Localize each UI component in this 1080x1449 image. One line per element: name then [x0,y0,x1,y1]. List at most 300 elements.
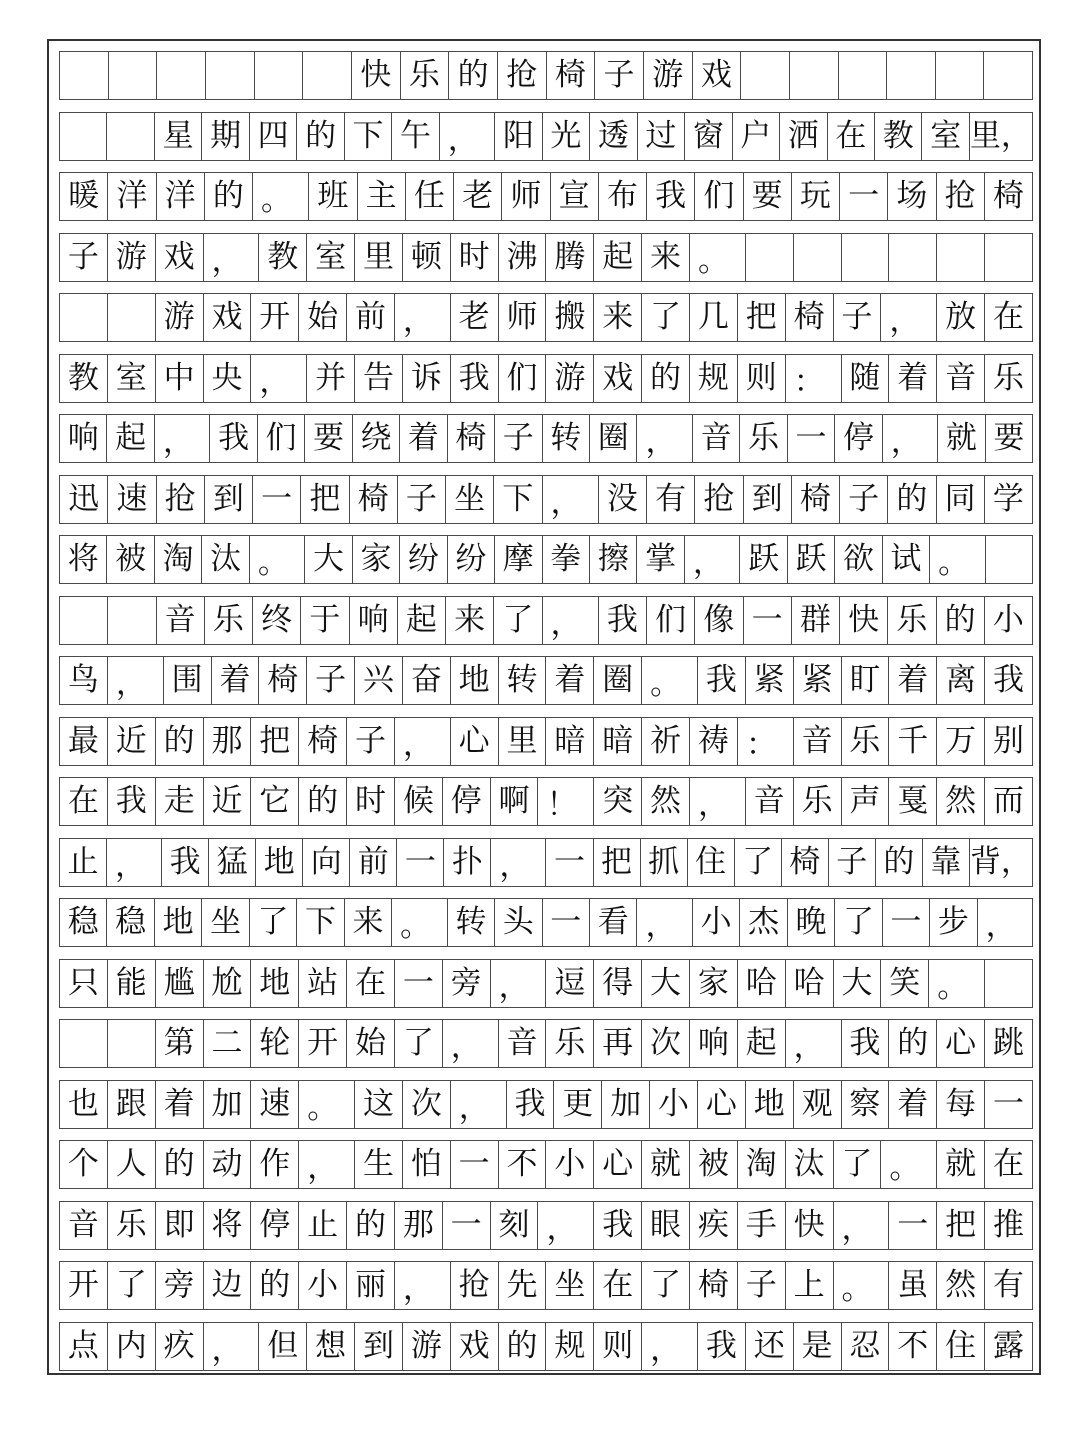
grid-cell: 的 [156,1141,204,1188]
grid-cell: 抢 [695,476,743,523]
grid-cell: 一 [744,597,792,644]
grid-cell: 纷 [400,536,447,583]
grid-cell: 就 [937,1141,985,1188]
grid-cell: 戏 [451,1323,499,1370]
grid-cell: 坐 [446,476,494,523]
grid-cell: ， [395,718,451,765]
grid-cell: 游 [156,294,204,341]
grid-cell: 中 [156,355,204,402]
grid-cell: 向 [303,839,350,886]
grid-row [59,596,1033,645]
grid-cell: 观 [794,1081,842,1128]
grid-cell: 子 [495,415,542,462]
grid-cell: 我 [210,415,257,462]
grid-cell: 放 [937,294,985,341]
grid-row [59,1080,1033,1129]
grid-cell: ， [690,778,746,825]
grid-cell: 杰 [740,899,787,946]
grid-cell: 的 [156,718,204,765]
grid-cell: 一 [788,415,835,462]
grid-cell: 心 [937,1020,985,1067]
grid-cell [936,52,985,99]
grid-cell: ， [251,355,307,402]
grid-cell: 乐 [794,778,842,825]
grid-cell: 大 [642,960,690,1007]
grid-cell: 盯 [842,657,890,704]
grid-cell: 一 [395,960,443,1007]
grid-cell: 任 [406,173,454,220]
grid-cell [985,960,1032,1007]
grid-cell: 内 [108,1323,156,1370]
grid-cell: 手 [738,1202,786,1249]
grid-cell: 乐 [888,597,936,644]
grid-cell: 纷 [448,536,495,583]
grid-cell: 暗 [594,718,642,765]
grid-cell: 在 [992,1146,1024,1182]
grid-cell: 把 [251,718,299,765]
grid-cell: 在 [992,299,1024,335]
grid-cell [60,294,108,341]
grid-cell: 淘 [155,536,202,583]
grid-cell: 随 [842,355,890,402]
grid-cell: ， [491,839,546,886]
grid-cell: 游 [546,355,594,402]
grid-cell: 怕 [403,1141,451,1188]
grid-cell: 拳 [543,536,590,583]
grid-cell: 子 [60,234,108,281]
grid-cell: 最 [60,718,108,765]
grid-cell: 我 [594,1202,642,1249]
grid-cell: 我 [451,355,499,402]
grid-cell: 教 [875,113,922,160]
grid-cell: 椅 [992,178,1024,214]
grid-cell [984,52,1032,99]
grid-cell: 里， [969,117,1032,154]
grid-cell: 戛 [889,778,937,825]
grid-cell: 近 [204,778,252,825]
grid-cell: 要 [993,420,1025,456]
grid-cell: 但 [259,1323,307,1370]
grid-cell: 同 [937,476,985,523]
grid-cell: 要 [744,173,792,220]
grid-cell: 规 [690,355,738,402]
grid-cell: 背， [969,843,1032,880]
grid-cell: 椅 [547,52,596,99]
grid-cell: 乐 [740,415,787,462]
grid-row [59,1019,1033,1068]
grid-cell: 游 [108,234,156,281]
grid-cell: 椅 [299,718,347,765]
grid-cell: 站 [299,960,347,1007]
grid-cell: 而 [992,783,1024,819]
grid-cell [255,52,304,99]
grid-cell: 规 [546,1323,594,1370]
grid-cell [108,294,156,341]
grid-cell: ， [685,536,740,583]
grid-cell: 起 [594,234,642,281]
grid-cell: 一 [253,476,301,523]
grid-cell: 加 [204,1081,252,1128]
grid-cell: ， [204,1323,260,1370]
grid-cell: 被 [690,1141,738,1188]
grid-cell: 稳 [107,899,154,946]
grid-cell: 圈 [590,415,637,462]
grid-cell: 告 [355,355,403,402]
grid-cell [107,113,154,160]
grid-cell: 群 [792,597,840,644]
grid-cell: 个 [60,1141,108,1188]
grid-cell: 着 [889,657,937,704]
grid-cell: 阳 [495,113,542,160]
grid-cell: 跃 [788,536,835,583]
grid-cell: ， [443,1020,499,1067]
grid-cell: 到 [355,1323,403,1370]
grid-cell: 暖 [60,173,108,220]
grid-cell: 把 [594,839,641,886]
grid-cell: 则 [738,355,786,402]
grid-cell: 前 [347,294,395,341]
grid-cell: 诉 [403,355,451,402]
grid-cell: 师 [499,294,547,341]
grid-cell [60,113,107,160]
grid-cell: 着 [889,1081,937,1128]
grid-cell: 戏 [594,355,642,402]
grid-cell: 乐 [546,1020,594,1067]
grid-cell [790,52,839,99]
grid-cell: 的 [297,113,344,160]
grid-cell: 子 [840,476,888,523]
grid-cell: 窗 [685,113,732,160]
grid-cell: 来 [446,597,494,644]
grid-cell: ： [738,718,794,765]
grid-row [59,475,1033,524]
grid-cell: 我 [162,839,209,886]
grid-cell: 刻 [491,1202,539,1249]
grid-cell: 场 [888,173,936,220]
grid-cell: 将 [60,536,107,583]
grid-cell: 小 [650,1081,698,1128]
grid-cell: 的 [251,1262,299,1309]
grid-cell: 们 [499,355,547,402]
grid-cell: 别 [992,722,1024,759]
grid-cell: 始 [299,294,347,341]
grid-cell: 乐 [108,1202,156,1249]
grid-cell: 围 [164,657,212,704]
grid-cell [985,234,1032,281]
grid-cell: 只 [60,960,108,1007]
grid-cell: 午 [392,113,439,160]
grid-cell: 抢 [157,476,205,523]
grid-cell: 这 [355,1081,403,1128]
grid-cell: 。 [392,899,447,946]
grid-cell: 试 [883,536,930,583]
grid-cell: 的 [205,173,253,220]
grid-cell [889,234,937,281]
grid-cell: 小 [992,601,1024,638]
grid-cell: 乐 [205,597,253,644]
grid-cell: 下 [345,113,392,160]
grid-cell: 椅 [690,1262,738,1309]
grid-cell: ， [108,657,164,704]
grid-cell: 坐 [202,899,249,946]
grid-cell: ： [786,355,842,402]
grid-row [59,656,1033,705]
grid-cell: 下 [297,899,344,946]
grid-cell: 跃 [740,536,787,583]
grid-cell: 搬 [546,294,594,341]
grid-cell: 快 [840,597,888,644]
grid-cell: ， [786,1020,842,1067]
grid-cell: 椅 [350,476,398,523]
grid-cell: 旁 [156,1262,204,1309]
grid-cell: 地 [251,960,299,1007]
grid-cell: 教 [259,234,307,281]
grid-cell: 停 [251,1202,299,1249]
grid-cell: 椅 [786,294,834,341]
grid-cell: 终 [253,597,301,644]
grid-cell: 我 [647,173,695,220]
grid-cell: 紧 [746,657,794,704]
grid-cell: 住 [937,1323,985,1370]
grid-cell: 迅 [60,476,108,523]
grid-cell: 一 [883,899,930,946]
grid-cell: 们 [258,415,305,462]
grid-cell: 推 [992,1206,1024,1243]
grid-cell: 地 [155,899,202,946]
grid-cell: 转 [448,899,495,946]
grid-cell: 生 [355,1141,403,1188]
grid-cell: 乐 [401,52,450,99]
grid-cell: 抢 [937,173,985,220]
grid-cell: 转 [499,657,547,704]
grid-cell: 尬 [204,960,252,1007]
grid-cell: 洒 [780,113,827,160]
grid-cell: 候 [395,778,443,825]
grid-cell: 开 [299,1020,347,1067]
grid-cell: 一 [543,899,590,946]
grid-cell: 抢 [498,52,547,99]
grid-cell [206,52,255,99]
grid-cell: 就 [642,1141,690,1188]
composition-paper [47,39,1041,1375]
grid-cell: 透 [590,113,637,160]
grid-cell: ， [642,1323,698,1370]
grid-cell: 快 [352,52,401,99]
grid-cell: 我 [698,657,746,704]
grid-cell: 则 [594,1323,642,1370]
grid-cell: 哈 [786,960,834,1007]
grid-cell: 上 [786,1262,834,1309]
grid-cell: 先 [499,1262,547,1309]
grid-cell: 疾 [690,1202,738,1249]
grid-cell: 不 [499,1141,547,1188]
grid-cell: 了 [494,597,542,644]
grid-cell: 。 [299,1081,355,1128]
grid-cell: 。 [690,234,746,281]
grid-cell: 像 [695,597,743,644]
grid-cell: 椅 [782,839,829,886]
grid-cell: 音 [499,1020,547,1067]
grid-row [59,717,1033,766]
grid-cell: 的 [876,839,923,886]
grid-cell: 跟 [108,1081,156,1128]
grid-cell: 掌 [637,536,684,583]
grid-cell [887,52,936,99]
grid-cell: 乐 [992,359,1024,396]
grid-row [59,1261,1033,1310]
grid-cell: 四 [250,113,297,160]
grid-cell: 头 [495,899,542,946]
grid-cell: 了 [642,294,690,341]
grid-cell [741,52,790,99]
grid-cell: 地 [746,1081,794,1128]
grid-cell: 没 [599,476,647,523]
grid-cell: 汰 [202,536,249,583]
grid-cell: 到 [205,476,253,523]
grid-cell: 椅 [259,657,307,704]
grid-row [59,1140,1033,1189]
grid-cell: 了 [834,1141,882,1188]
grid-cell [157,52,206,99]
grid-cell: 点 [60,1323,108,1370]
grid-cell [109,52,158,99]
grid-cell: 更 [554,1081,602,1128]
grid-cell: 。 [930,536,985,583]
grid-cell: 将 [204,1202,252,1249]
grid-cell: 于 [301,597,349,644]
grid-cell: 戏 [693,52,742,99]
grid-cell: 速 [108,476,156,523]
grid-cell: 并 [307,355,355,402]
grid-cell: 们 [695,173,743,220]
grid-cell: 着 [546,657,594,704]
grid-cell [60,597,108,644]
grid-cell: 里 [355,234,403,281]
grid-cell: 快 [786,1202,834,1249]
grid-cell: 然 [642,778,690,825]
grid-cell: 奋 [403,657,451,704]
grid-cell: 坐 [546,1262,594,1309]
grid-cell: 猛 [209,839,256,886]
grid-cell: 响 [350,597,398,644]
grid-row [59,898,1033,947]
grid-cell: 得 [594,960,642,1007]
grid-cell: 圈 [594,657,642,704]
grid-cell: 洋 [157,173,205,220]
grid-cell: 旁 [443,960,491,1007]
grid-cell: 时 [451,234,499,281]
grid-cell: 加 [602,1081,650,1128]
grid-row [59,51,1033,100]
grid-cell: 的 [642,355,690,402]
grid-cell: 看 [590,899,637,946]
grid-cell: 小 [546,1141,594,1188]
grid-cell [986,536,1032,583]
grid-cell: ， [538,1202,594,1249]
grid-cell: 地 [256,839,303,886]
grid-cell: 开 [60,1262,108,1309]
grid-row [59,172,1033,221]
grid-cell: 来 [594,294,642,341]
grid-cell: 大 [834,960,882,1007]
grid-cell: 我 [992,662,1024,698]
grid-cell: 抓 [641,839,688,886]
grid-cell: 突 [594,778,642,825]
grid-cell: 了 [395,1020,443,1067]
grid-cell: 。 [642,657,698,704]
grid-cell: 动 [204,1141,252,1188]
grid-cell: 子 [834,294,882,341]
grid-cell: 兴 [355,657,403,704]
grid-cell: 开 [251,294,299,341]
grid-cell: 靠 [923,839,970,886]
grid-cell: 子 [738,1262,786,1309]
grid-cell: 前 [350,839,397,886]
grid-cell: 一 [397,839,444,886]
grid-cell: 们 [647,597,695,644]
grid-cell: ！ [538,778,594,825]
grid-cell: 顿 [403,234,451,281]
grid-cell: 来 [345,899,392,946]
grid-cell: 第 [156,1020,204,1067]
grid-cell: ， [543,597,599,644]
grid-cell: 住 [688,839,735,886]
grid-cell [60,1020,108,1067]
grid-cell: 了 [250,899,297,946]
grid-cell: ， [440,113,495,160]
grid-row [59,233,1033,282]
grid-cell: 人 [108,1141,156,1188]
grid-cell: 想 [307,1323,355,1370]
grid-cell: 然 [937,778,985,825]
grid-cell: 次 [642,1020,690,1067]
grid-cell: 然 [937,1262,985,1309]
grid-cell: 祷 [690,718,738,765]
grid-cell: 着 [889,355,937,402]
grid-cell: 音 [60,1202,108,1249]
grid-cell: 室 [108,355,156,402]
grid-cell: 我 [108,778,156,825]
grid-cell: ， [107,839,162,886]
grid-cell: ， [985,908,1017,944]
grid-cell: 学 [992,480,1024,517]
grid-cell: 子 [347,718,395,765]
grid-cell: 音 [693,415,740,462]
grid-cell: 祈 [642,718,690,765]
grid-row [59,354,1033,403]
grid-cell: 暗 [546,718,594,765]
grid-cell: 子 [398,476,446,523]
grid-cell: 起 [398,597,446,644]
grid-cell: 布 [599,173,647,220]
grid-cell: 尴 [156,960,204,1007]
grid-cell: 逗 [546,960,594,1007]
grid-cell: 着 [400,415,447,462]
grid-cell: 忍 [842,1323,890,1370]
grid-cell: 心 [698,1081,746,1128]
grid-cell: 在 [594,1262,642,1309]
grid-cell: 师 [502,173,550,220]
grid-cell: 着 [156,1081,204,1128]
grid-row [59,777,1033,826]
grid-cell: 即 [156,1202,204,1249]
grid-cell: 过 [638,113,685,160]
grid-cell: ， [299,1141,355,1188]
grid-row [59,293,1033,342]
grid-cell: 近 [108,718,156,765]
grid-cell: 戏 [204,294,252,341]
grid-cell: 小 [299,1262,347,1309]
